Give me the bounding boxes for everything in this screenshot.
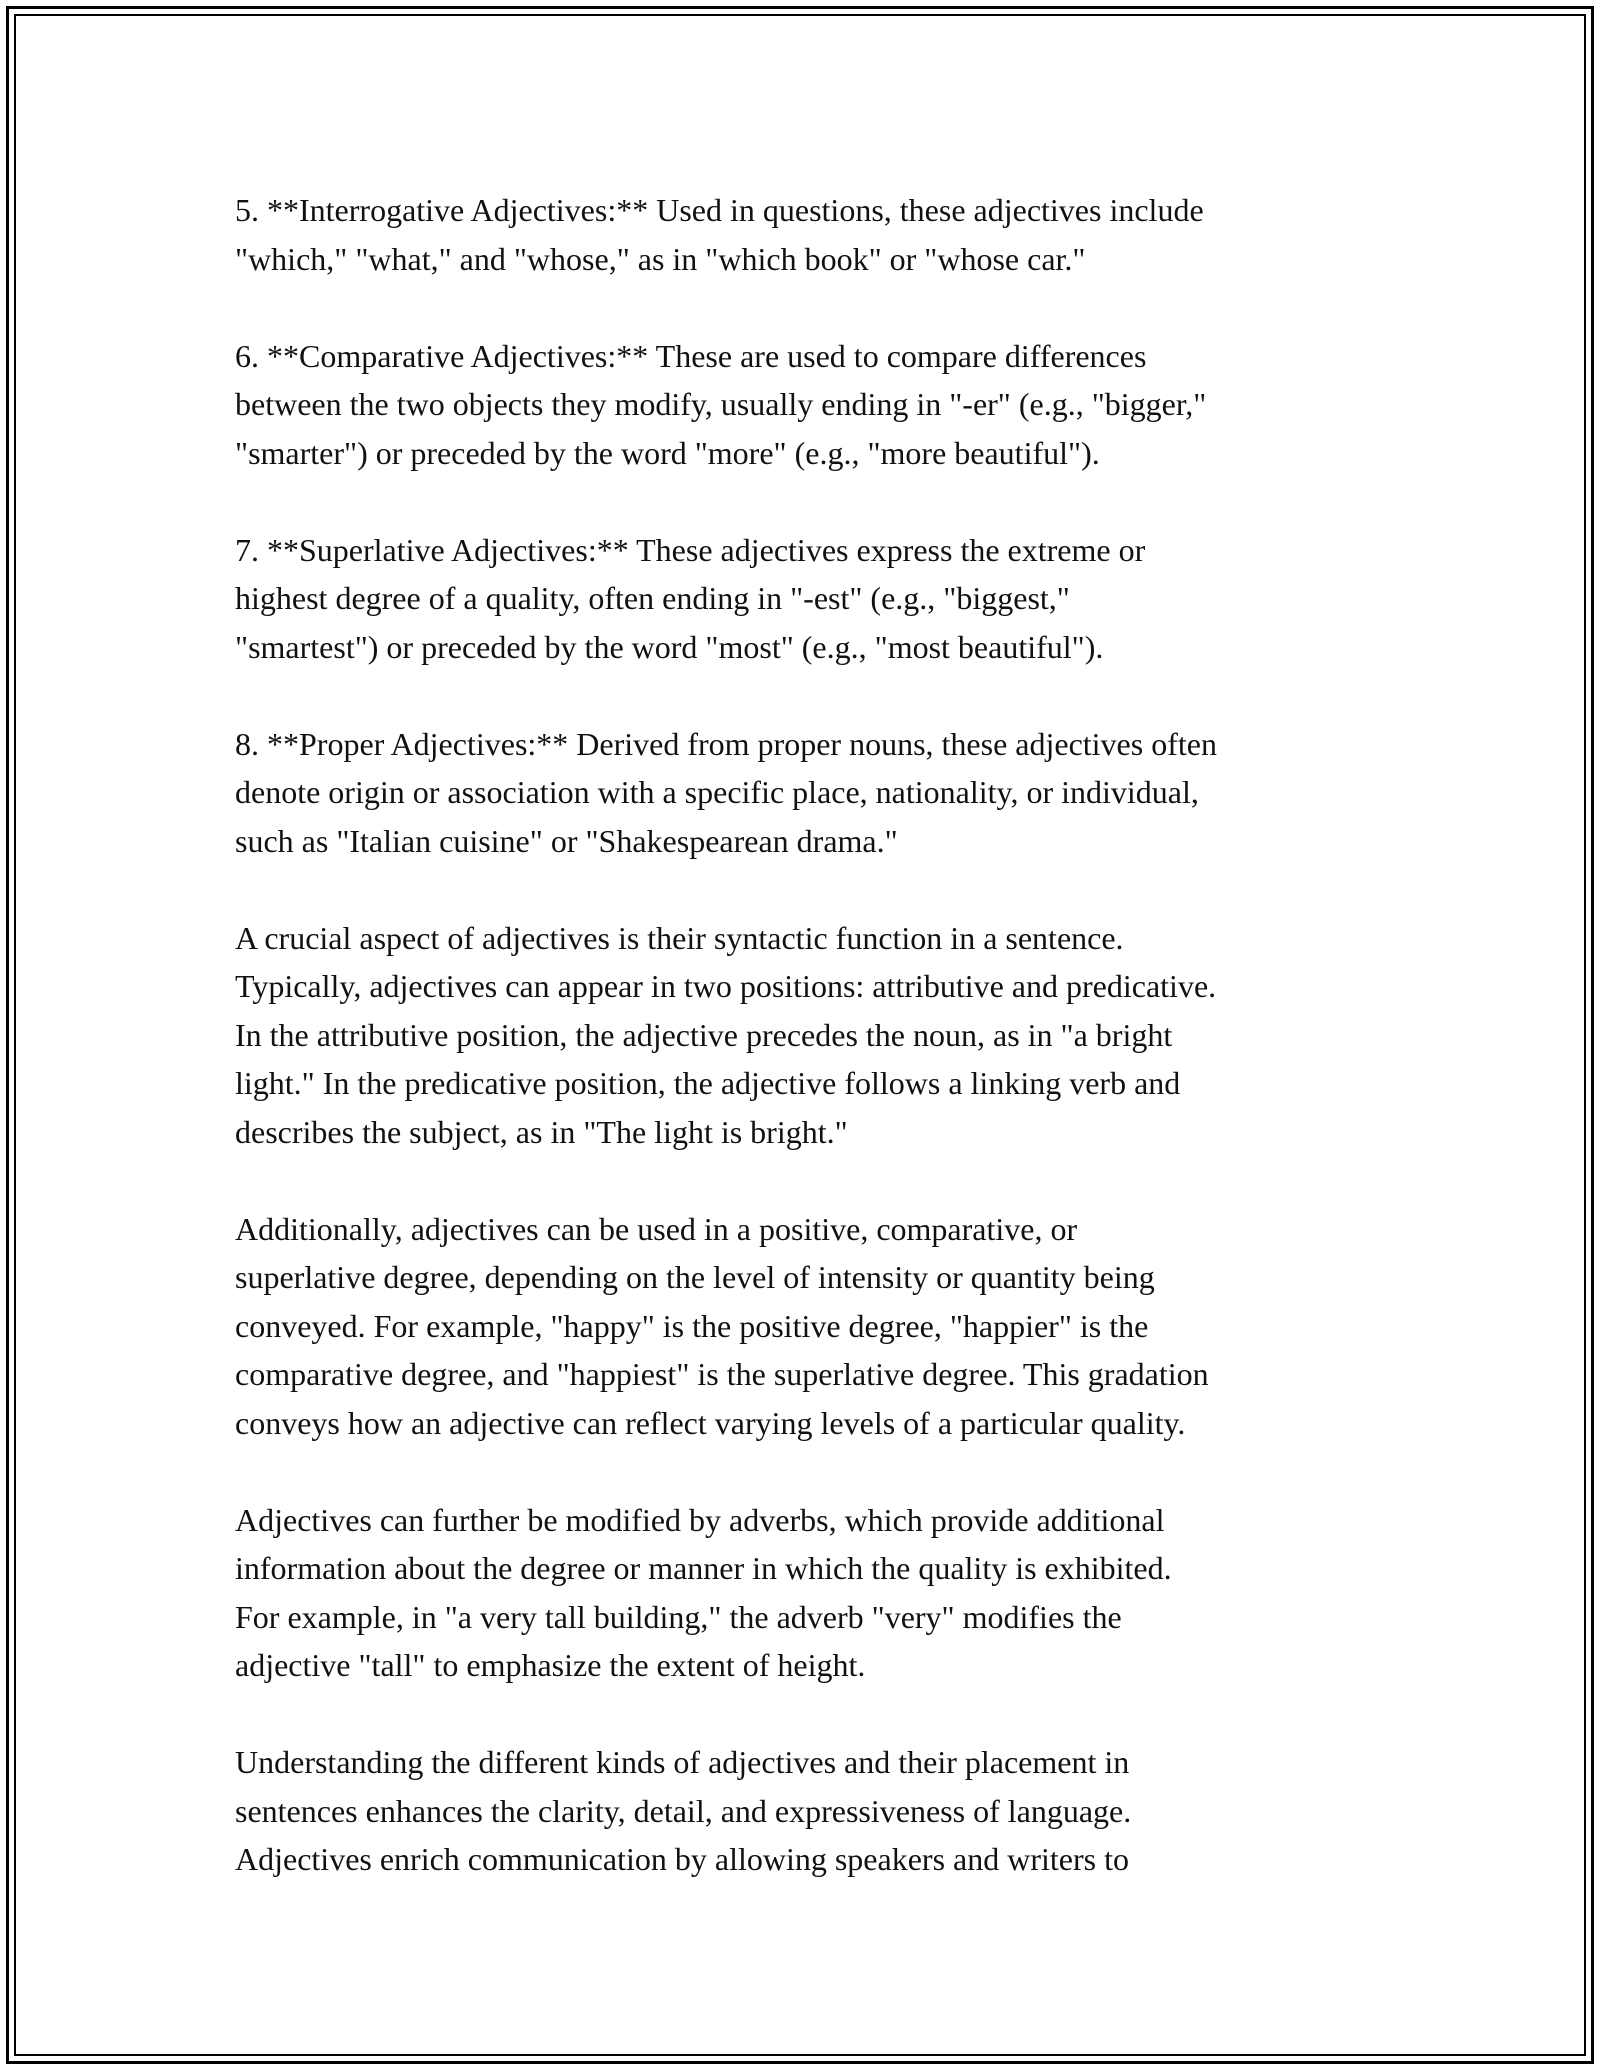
paragraph-comparative-adjectives: 6. **Comparative Adjectives:** These are used to compare differences between the two objects they modify, usually ending in "-er" (e.g., "bigger," "smarter") or preceded by the word "more" (e.g., "more beautiful"). [235,337,1207,471]
paragraph-conclusion: Understanding the different kinds of adjectives and their placement in sentences enhances the clarity, detail, and expressiveness of language. Adjectives enrich communication by allowing speakers and writers to [235,1744,1132,1877]
paragraph-degrees: Additionally, adjectives can be used in a positive, comparative, or superlative degree, depending on the level of intensity or quantity being conveyed. For example, "happy" is the positive degree, "happier" is the comparative degree, and "happiest" is the superlative degree. This gradation conveys how an adjective can reflect varying levels of a particular quality. [235,1210,1209,1441]
paragraph-interrogative-adjectives: 5. **Interrogative Adjectives:** Used in questions, these adjectives include "which," "what," and "whose," as in "which book" or "whose car." [235,192,1204,277]
document-body [235,186,1375,1884]
paragraph-proper-adjectives: 8. **Proper Adjectives:** Derived from proper nouns, these adjectives often denote origin or association with a specific place, nationality, or individual, such as "Italian cuisine" or "Shakespearean drama." [235,725,1217,859]
paragraph-syntactic-function: A crucial aspect of adjectives is their syntactic function in a sentence. Typically, adjectives can appear in two positions: attributive and predicative. In the attributive position, the adjective precedes the noun, as in "a bright light." In the predicative position, the adjective follows a linking verb and describes the subject, as in "The light is bright." [235,919,1217,1150]
paragraph-superlative-adjectives: 7. **Superlative Adjectives:** These adjectives express the extreme or highest degree of a quality, often ending in "-est" (e.g., "biggest," "smartest") or preceded by the word "most" (e.g., "most beautiful"). [235,531,1146,665]
paragraph-adverb-modification: Adjectives can further be modified by adverbs, which provide additional information about the degree or manner in which the quality is exhibited. For example, in "a very tall building," the adverb "very" modifies the adjective "tall" to emphasize the extent of height. [235,1501,1172,1683]
